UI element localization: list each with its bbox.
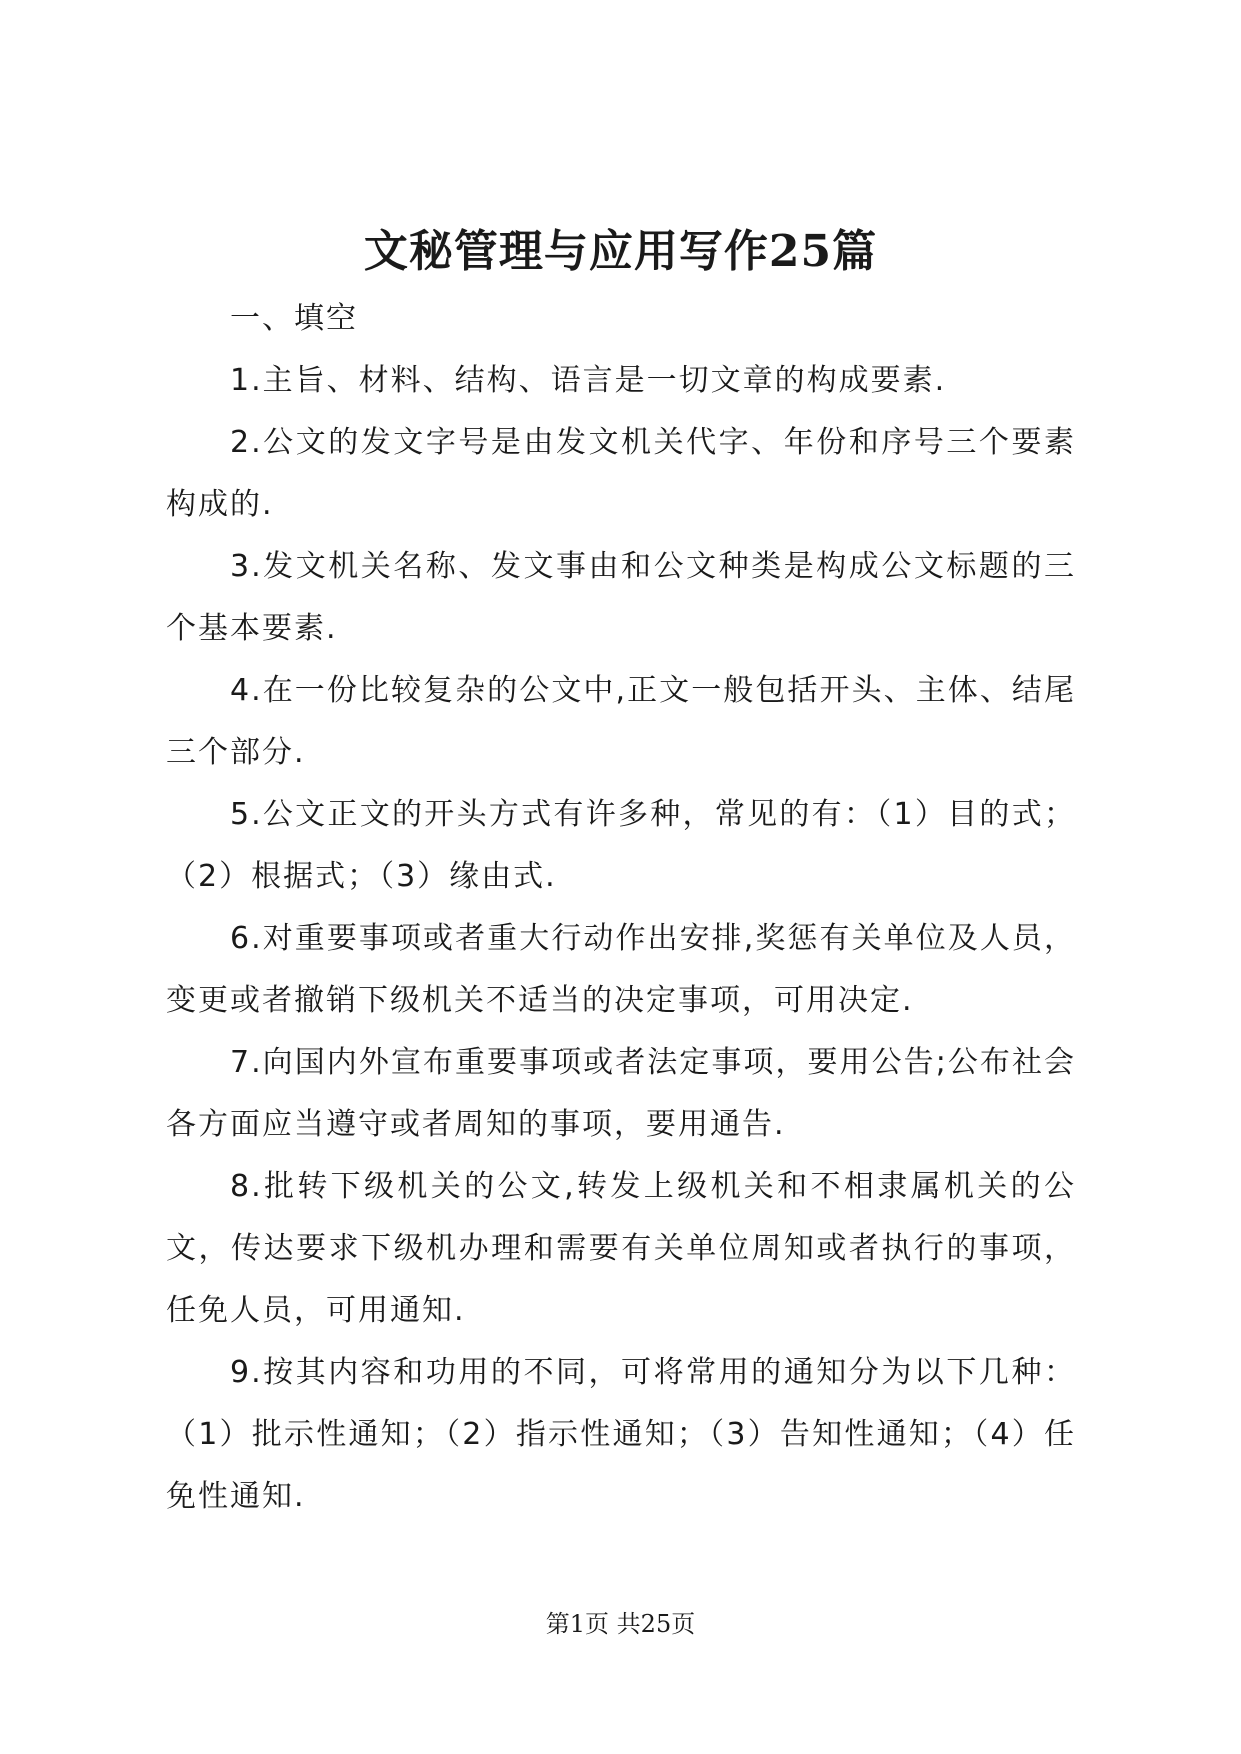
section-heading: 一、填空: [230, 301, 358, 336]
paragraph-item: 7.向国内外宣布重要事项或者法定事项，要用公告;公布社会各方面应当遵守或者周知的事项，要用通告.: [166, 1045, 1076, 1142]
paragraph-item: 8.批转下级机关的公文,转发上级机关和不相隶属机关的公文，传达要求下级机办理和需要有关单位周知或者执行的事项，任免人员，可用通知.: [166, 1169, 1076, 1328]
paragraph-item: 2.公文的发文字号是由发文机关代字、年份和序号三个要素构成的.: [166, 425, 1076, 522]
page-footer: 第1页 共25页: [545, 1610, 696, 1638]
paragraph-item: 9.按其内容和功用的不同，可将常用的通知分为以下几种：（1）批示性通知；（2）指示性通知；（3）告知性通知；（4）任免性通知.: [166, 1355, 1076, 1514]
paragraph-item: 6.对重要事项或者重大行动作出安排,奖惩有关单位及人员，变更或者撤销下级机关不适当的决定事项，可用决定.: [166, 921, 1076, 1018]
paragraph-item: 4.在一份比较复杂的公文中,正文一般包括开头、主体、结尾三个部分.: [166, 673, 1076, 770]
document-title: 文秘管理与应用写作25篇: [363, 226, 878, 277]
paragraph-item: 5.公文正文的开头方式有许多种，常见的有：（1）目的式；（2）根据式；（3）缘由式.: [166, 797, 1076, 894]
paragraph-item: 3.发文机关名称、发文事由和公文种类是构成公文标题的三个基本要素.: [166, 549, 1076, 646]
paragraph-item: 1.主旨、材料、结构、语言是一切文章的构成要素.: [230, 363, 947, 398]
document-body: [166, 288, 1076, 1528]
